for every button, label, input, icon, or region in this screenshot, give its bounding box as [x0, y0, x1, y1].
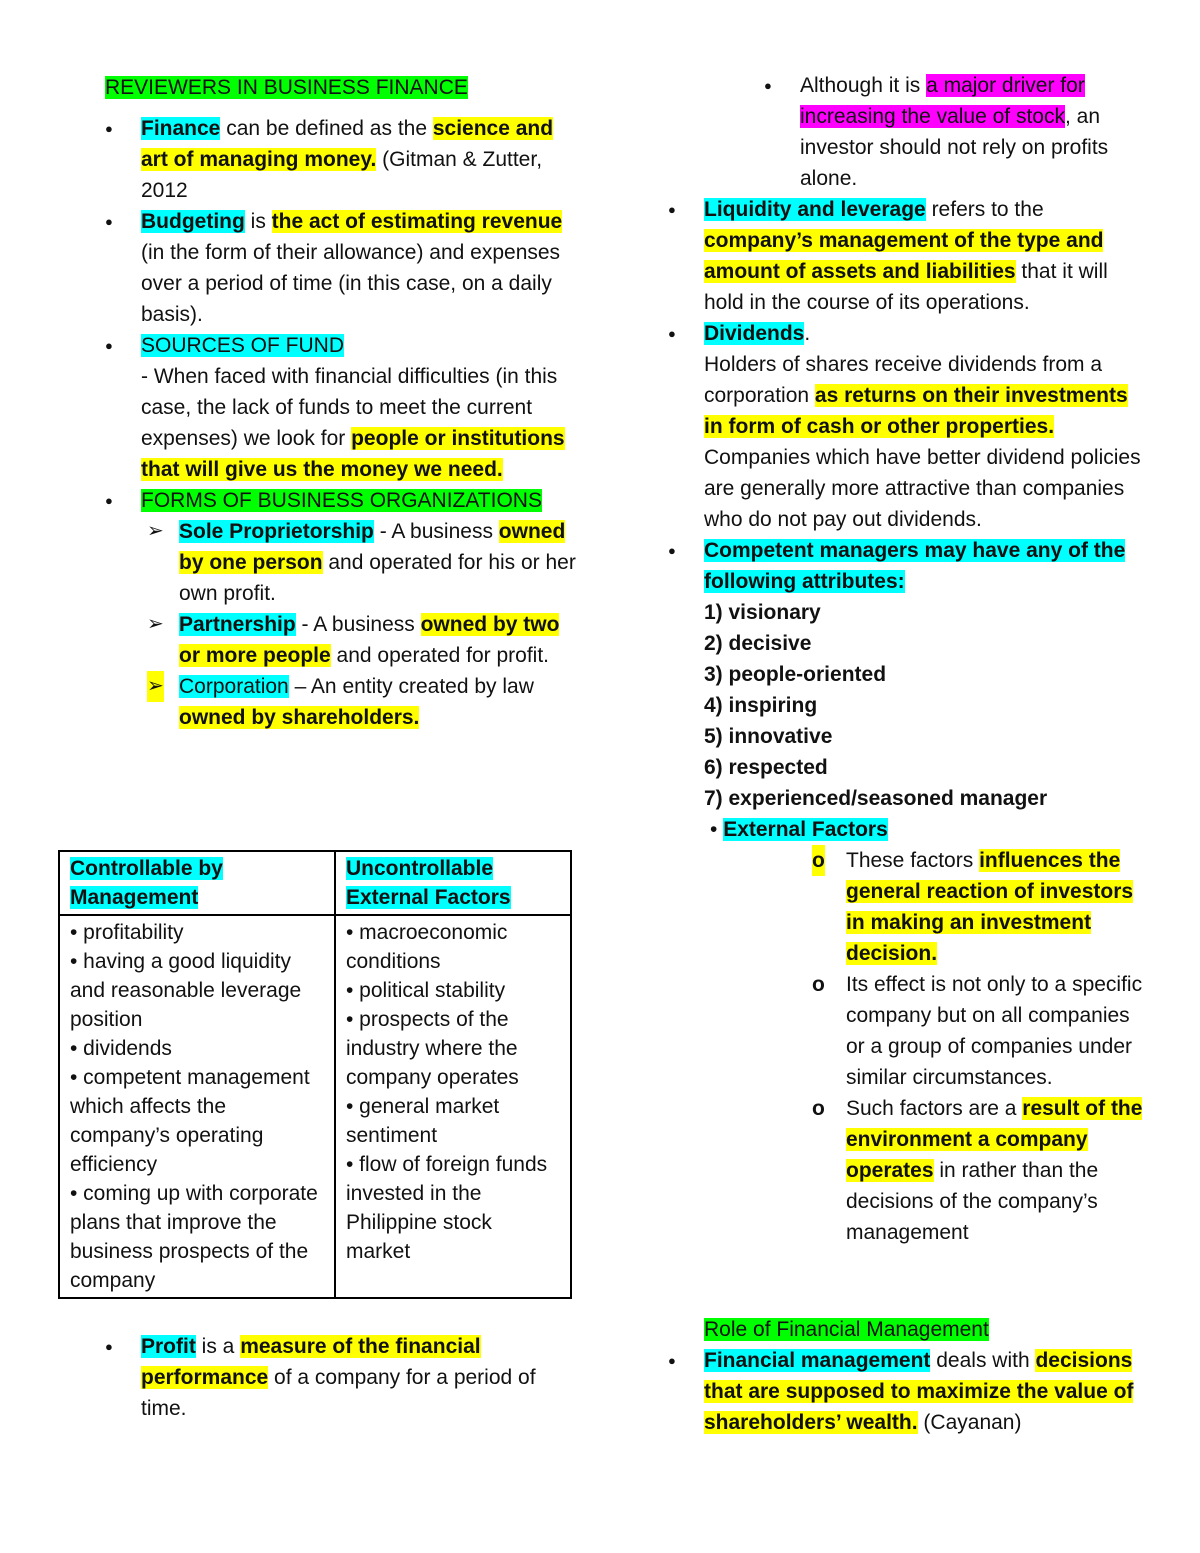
sole-proprietorship: ➢ Sole Proprietorship - A business owned by one person and operated for his or her own profit.	[179, 516, 585, 609]
dividends: ● Dividends. Holders of shares receive dividends from a corporation as returns on their investments in form of cash or other properties. Companies which have better dividend policies are generally more attractive than companies who do not pay out dividends.	[668, 318, 1148, 535]
external-factors-heading: • External Factors	[710, 818, 888, 841]
role-section	[668, 1314, 1148, 1438]
arrow-icon: ➢	[147, 671, 164, 702]
table-header-controllable: Controllable by Management	[59, 851, 335, 915]
external-factors-list	[668, 845, 1148, 1248]
factors-table	[58, 850, 572, 1299]
left-column	[105, 70, 585, 733]
corporation: ➢ Corporation – An entity created by law owned by shareholders.	[179, 671, 585, 733]
liquidity-leverage: ● Liquidity and leverage refers to the company’s management of the type and amount of assets and liabilities that it will hold in the course of its operations.	[668, 194, 1148, 318]
external-factor-3: o Such factors are a result of the environment a company operates in rather than the decisions of the company’s management	[846, 1093, 1148, 1248]
although-note: ● Although it is a major driver for increasing the value of stock, an investor should not rely on profits alone.	[764, 70, 1148, 194]
business-forms-list	[105, 516, 585, 733]
profit-definition: ● Profit is a measure of the financial performance of a company for a period of time.	[105, 1331, 585, 1424]
competent-managers: ● Competent managers may have any of the following attributes:	[668, 535, 1148, 597]
table-row	[59, 915, 571, 1298]
list-item: 6) respected	[704, 756, 828, 779]
table-header-uncontrollable: Uncontrollable External Factors	[335, 851, 571, 915]
manager-attributes-list	[668, 597, 1148, 814]
profit-section	[105, 1331, 585, 1424]
page-title: REVIEWERS IN BUSINESS FINANCE	[105, 76, 468, 99]
list-item: 2) decisive	[704, 632, 812, 655]
role-heading: Role of Financial Management	[704, 1318, 989, 1341]
list-item: 1) visionary	[704, 601, 821, 624]
external-factor-2: o Its effect is not only to a specific company but on all companies or a group of companies under similar circumstances.	[846, 969, 1148, 1093]
right-column	[668, 70, 1148, 1248]
financial-management-definition: ● Financial management deals with decisions that are supposed to maximize the value of shareholders’ wealth. (Cayanan)	[668, 1345, 1148, 1438]
list-item: 4) inspiring	[704, 694, 818, 717]
list-item: 3) people-oriented	[704, 663, 887, 686]
external-factor-1: o These factors influences the general reaction of investors in making an investment decision.	[846, 845, 1148, 969]
uncontrollable-cell: • macroeconomic conditions • political stability • prospects of the industry where the company operates • general market sentiment • flow of foreign funds invested in the Philippine stock market	[335, 915, 571, 1298]
table-header-row	[59, 851, 571, 915]
list-item: 7) experienced/seasoned manager	[704, 787, 1048, 810]
controllable-cell: • profitability • having a good liquidity and reasonable leverage position • dividends • competent management which affects the company’s operating efficiency • coming up with corporate plans that improve the business prospects of the company	[59, 915, 335, 1298]
arrow-icon: ➢	[147, 613, 164, 635]
forms-of-business: ● FORMS OF BUSINESS ORGANIZATIONS	[105, 485, 585, 516]
arrow-icon: ➢	[147, 520, 164, 542]
partnership: ➢ Partnership - A business owned by two or more people and operated for profit.	[179, 609, 585, 671]
list-item: 5) innovative	[704, 725, 833, 748]
finance-definition: ● Finance can be defined as the science and art of managing money. (Gitman & Zutter, 2012	[105, 113, 585, 206]
budgeting-definition: ● Budgeting is the act of estimating revenue (in the form of their allowance) and expenses over a period of time (in this case, on a daily basis).	[105, 206, 585, 330]
sources-of-fund: ● SOURCES OF FUND - When faced with financial difficulties (in this case, the lack of funds to meet the current expenses) we look for people or institutions that will give us the money we need.	[105, 330, 585, 485]
left-bullet-list	[105, 113, 585, 516]
